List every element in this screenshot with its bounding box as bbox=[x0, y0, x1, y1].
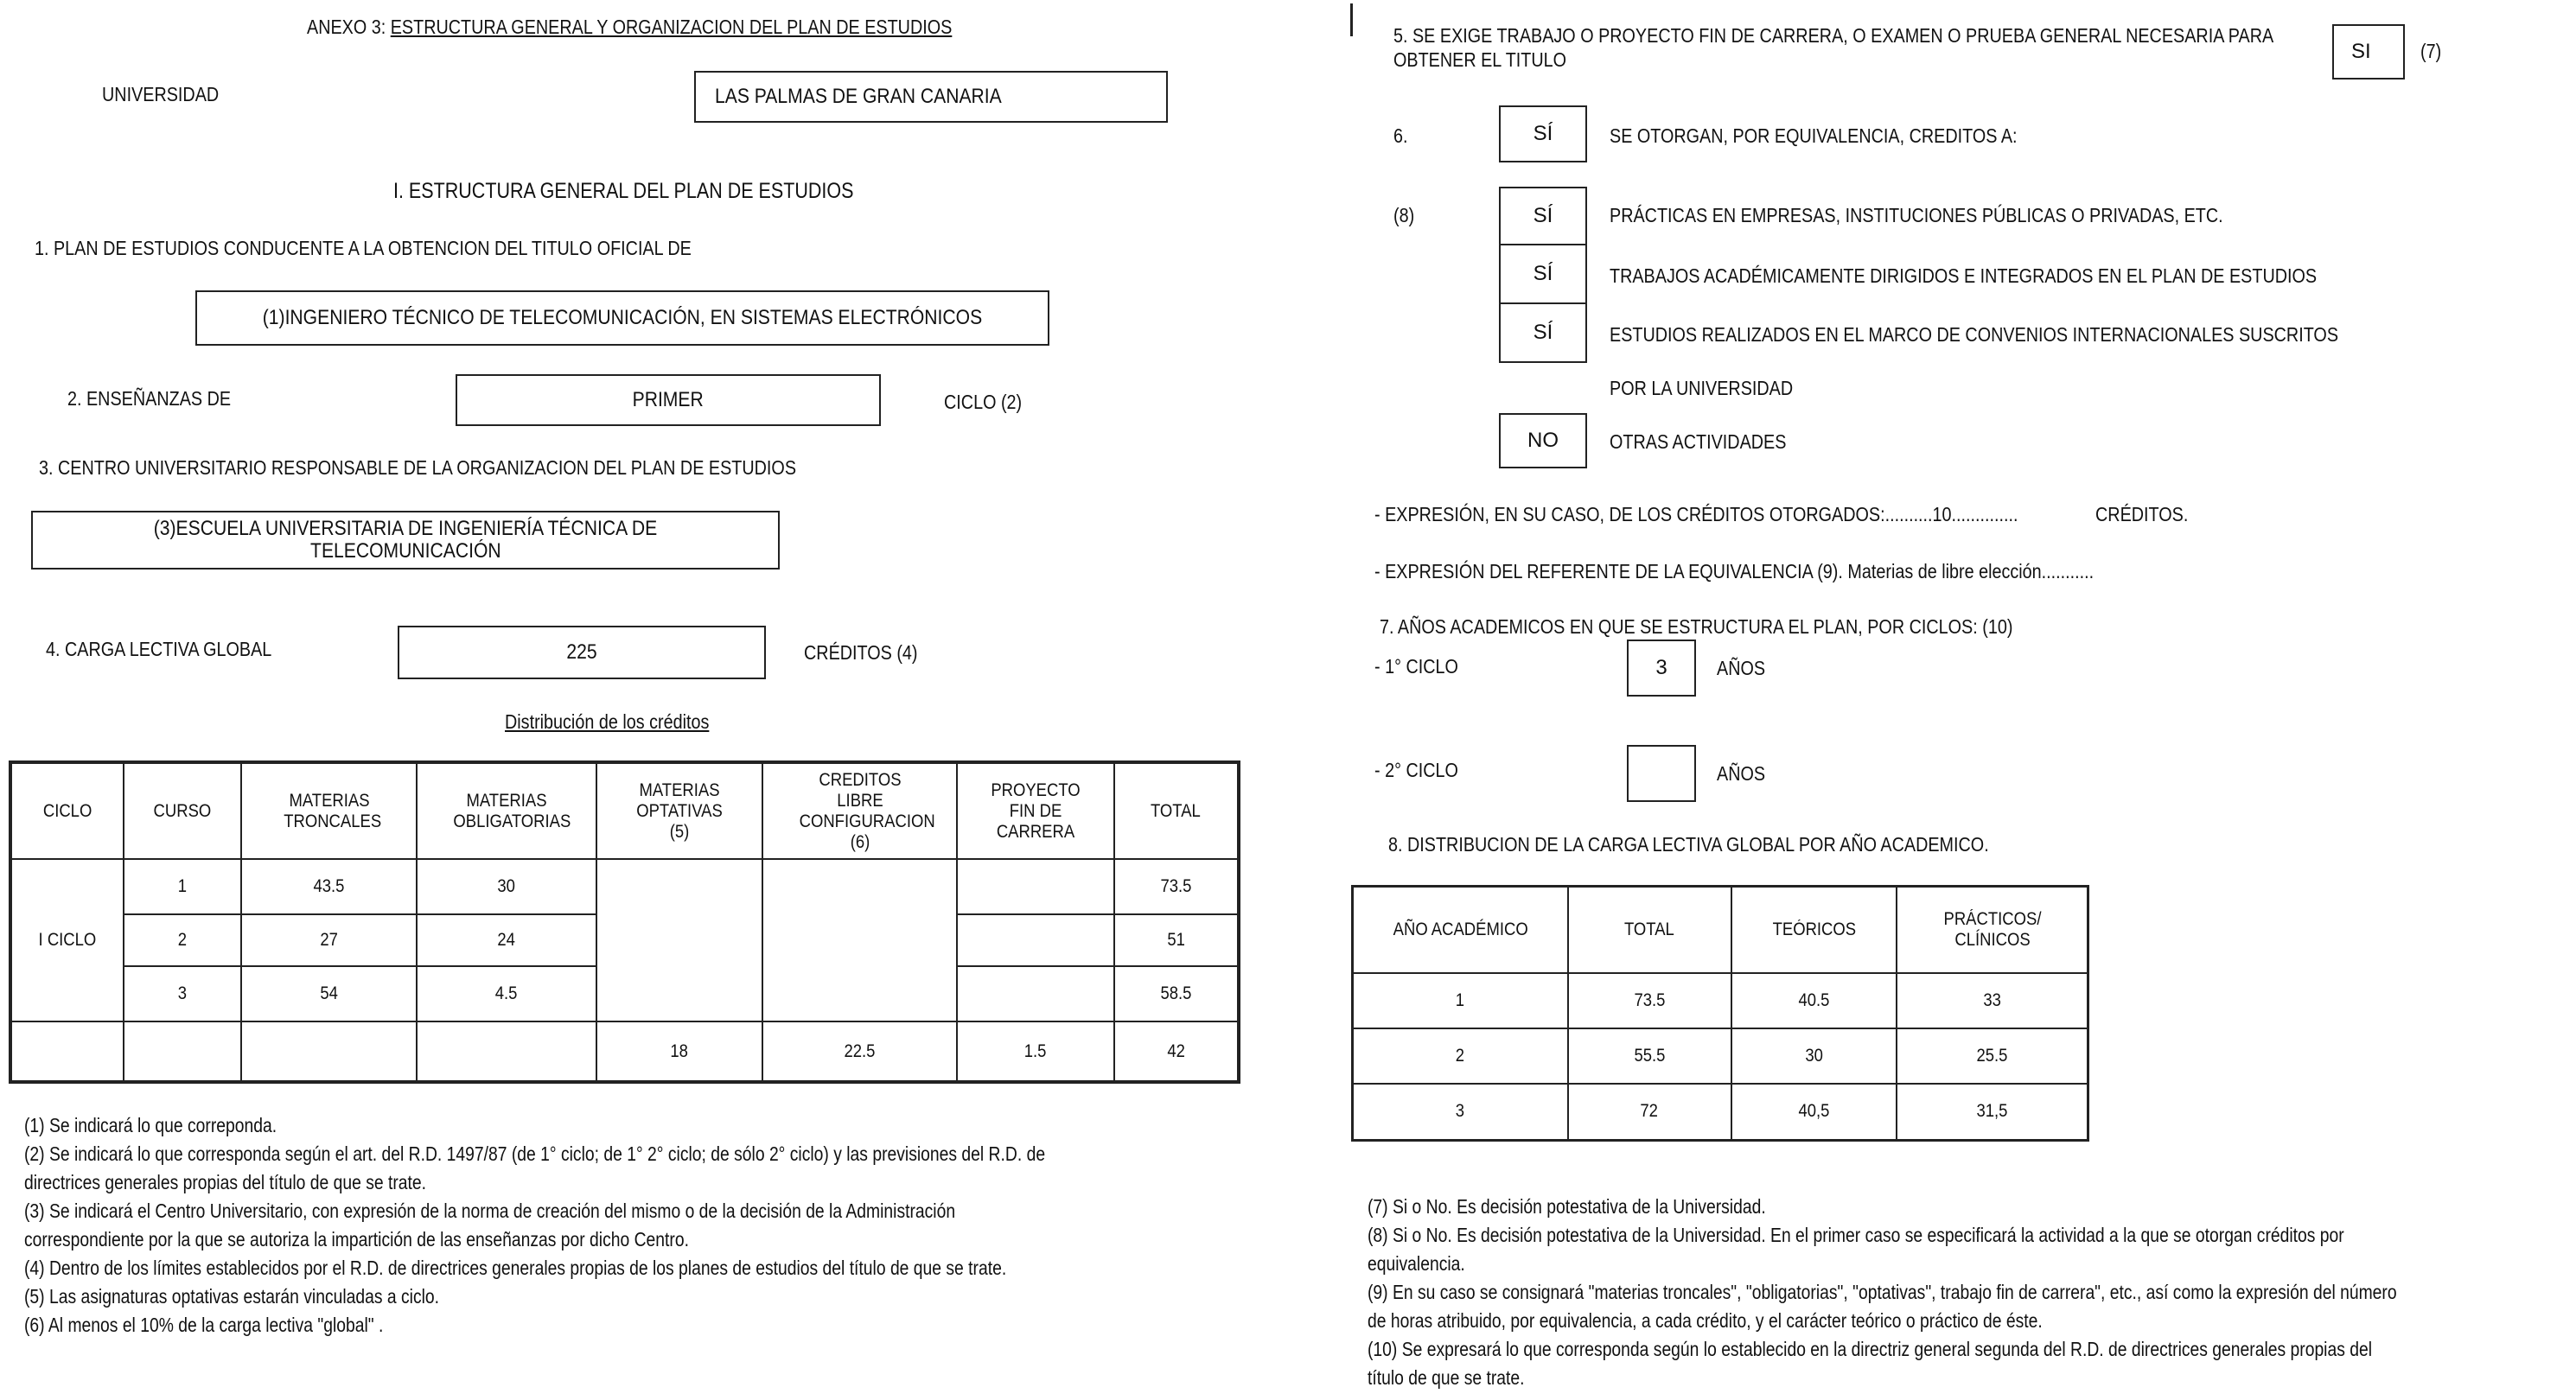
credits-distribution-table bbox=[9, 760, 1240, 1084]
item4-label: 4. CARGA LECTIVA GLOBAL bbox=[46, 638, 272, 660]
cycle1-value: 3 bbox=[1655, 656, 1667, 679]
table-row bbox=[1353, 1028, 2088, 1084]
option1-value: SÍ bbox=[1533, 204, 1553, 227]
cycle2-label: - 2° CICLO bbox=[1374, 759, 1458, 781]
table-cell bbox=[957, 914, 1114, 966]
footnote: correspondiente por la que se autoriza la impartición de las enseñanzas por dicho Centro. bbox=[24, 1228, 689, 1250]
table-cell bbox=[596, 859, 763, 1021]
annex-prefix: ANEXO 3: bbox=[307, 16, 391, 38]
header-cell: MATERIAS OBLIGATORIAS bbox=[417, 762, 596, 859]
table-cell: 73.5 bbox=[1568, 973, 1731, 1028]
item5-box bbox=[2332, 24, 2405, 80]
item2-label: 2. ENSEÑANZAS DE bbox=[67, 387, 232, 410]
table-cell: 33 bbox=[1897, 973, 2088, 1028]
equivalence-expression: - EXPRESIÓN DEL REFERENTE DE LA EQUIVALENCIA (9). Materias de libre elección........... bbox=[1374, 560, 2095, 582]
table-cell: 24 bbox=[417, 914, 596, 966]
table-cell: 3 bbox=[124, 966, 241, 1021]
table-header-row bbox=[10, 762, 1239, 859]
table-cell: 30 bbox=[417, 859, 596, 914]
option2-value: SÍ bbox=[1533, 262, 1553, 285]
footnote: (9) En su caso se consignará "materias troncales", "obligatorias", "optativas", trabajo fin de carrera", etc., así como la expresión del número bbox=[1368, 1281, 2397, 1303]
yearly-load-table bbox=[1351, 885, 2089, 1142]
table-cell: 40,5 bbox=[1731, 1084, 1897, 1141]
table-cell: 25.5 bbox=[1897, 1028, 2088, 1084]
table-cell: 42 bbox=[1114, 1021, 1239, 1082]
option3-box bbox=[1499, 304, 1587, 363]
table-cell bbox=[10, 1021, 124, 1082]
table-row bbox=[10, 859, 1239, 914]
cycle1-unit: AÑOS bbox=[1717, 657, 1766, 679]
university-field bbox=[694, 71, 1168, 123]
table-header-row bbox=[1353, 887, 2088, 973]
header-cell: CURSO bbox=[124, 762, 241, 859]
header-cell: MATERIAS TRONCALES bbox=[241, 762, 417, 859]
table-cell: 27 bbox=[241, 914, 417, 966]
table-cell: 54 bbox=[241, 966, 417, 1021]
center-value-line2: TELECOMUNICACIÓN bbox=[309, 539, 501, 563]
global-load-value: 225 bbox=[566, 640, 597, 664]
footnote: de horas atribuido, por equivalencia, a cada crédito, y el carácter teórico o práctico de éste. bbox=[1368, 1309, 2043, 1332]
footnote: (1) Se indicará lo que correponda. bbox=[24, 1114, 277, 1136]
annex-title: ESTRUCTURA GENERAL Y ORGANIZACION DEL PLAN DE ESTUDIOS bbox=[390, 16, 953, 38]
header-cell: CREDITOS LIBRE CONFIGURACION (6) bbox=[762, 762, 956, 859]
cycle1-label: - 1° CICLO bbox=[1374, 655, 1458, 678]
item6-value: SÍ bbox=[1533, 122, 1553, 145]
item6-box bbox=[1499, 105, 1587, 162]
table-cell bbox=[762, 859, 956, 1021]
header-cell: TOTAL bbox=[1114, 762, 1239, 859]
header-cell: MATERIAS OPTATIVAS (5) bbox=[596, 762, 763, 859]
table-cell: 1 bbox=[124, 859, 241, 914]
table-row bbox=[1353, 973, 2088, 1028]
footnote: (4) Dentro de los límites establecidos por el R.D. de directrices generales propias de los planes de estudios del título de que se trate. bbox=[24, 1257, 1007, 1279]
option2-box bbox=[1499, 245, 1587, 304]
option4-text: OTRAS ACTIVIDADES bbox=[1610, 430, 1787, 453]
footnote: (10) Se expresará lo que corresponda según lo establecido en la directriz general segunda del R.D. de directrices generales propias del bbox=[1368, 1338, 2373, 1360]
table-cell: 22.5 bbox=[762, 1021, 956, 1082]
table-cell: 40.5 bbox=[1731, 973, 1897, 1028]
item5-line1: 5. SE EXIGE TRABAJO O PROYECTO FIN DE CARRERA, O EXAMEN O PRUEBA GENERAL NECESARIA PARA bbox=[1393, 24, 2274, 47]
item6-text: SE OTORGAN, POR EQUIVALENCIA, CREDITOS A: bbox=[1610, 124, 2018, 147]
item6-label: 6. bbox=[1393, 124, 1408, 147]
right-footnotes bbox=[1368, 1193, 2397, 1392]
credits-expression: - EXPRESIÓN, EN SU CASO, DE LOS CRÉDITOS OTORGADOS:..........10.............. bbox=[1374, 503, 2018, 525]
university-value: LAS PALMAS DE GRAN CANARIA bbox=[715, 85, 1002, 108]
footnote: (3) Se indicará el Centro Universitario, con expresión de la norma de creación del mismo o de la decisión de la Administración bbox=[24, 1200, 956, 1222]
degree-title-value: (1)INGENIERO TÉCNICO DE TELECOMUNICACIÓN, EN SISTEMAS ELECTRÓNICOS bbox=[262, 306, 983, 329]
option3-continuation: POR LA UNIVERSIDAD bbox=[1610, 377, 1794, 399]
item2-suffix: CICLO (2) bbox=[944, 391, 1023, 413]
item5-note: (7) bbox=[2420, 40, 2442, 62]
table-cell: 51 bbox=[1114, 914, 1239, 966]
credits-unit: CRÉDITOS. bbox=[2095, 503, 2189, 525]
cycle2-unit: AÑOS bbox=[1717, 762, 1766, 785]
center-value-line1: (3)ESCUELA UNIVERSITARIA DE INGENIERÍA TÉCNICA DE bbox=[153, 517, 658, 540]
header-cell: TEÓRICOS bbox=[1731, 887, 1897, 973]
option4-box bbox=[1499, 413, 1587, 468]
table-cell: 73.5 bbox=[1114, 859, 1239, 914]
ciclo-cell: I CICLO bbox=[10, 859, 124, 1021]
footnote: (6) Al menos el 10% de la carga lectiva "global" . bbox=[24, 1314, 384, 1336]
table-cell bbox=[957, 966, 1114, 1021]
footnote: (7) Si o No. Es decisión potestativa de la Universidad. bbox=[1368, 1195, 1766, 1218]
table-cell: 58.5 bbox=[1114, 966, 1239, 1021]
item3-label: 3. CENTRO UNIVERSITARIO RESPONSABLE DE LA ORGANIZACION DEL PLAN DE ESTUDIOS bbox=[39, 456, 797, 479]
footnote: equivalencia. bbox=[1368, 1252, 1465, 1275]
degree-title-field bbox=[195, 290, 1049, 346]
center-field bbox=[31, 511, 780, 570]
table-cell: 72 bbox=[1568, 1084, 1731, 1141]
table-row bbox=[1353, 1084, 2088, 1141]
table-cell: 30 bbox=[1731, 1028, 1897, 1084]
table-cell: 3 bbox=[1353, 1084, 1568, 1141]
university-label: UNIVERSIDAD bbox=[102, 83, 220, 105]
table-cell: 31,5 bbox=[1897, 1084, 2088, 1141]
annex-heading bbox=[307, 16, 952, 39]
item4-suffix: CRÉDITOS (4) bbox=[804, 641, 918, 664]
scan-mark bbox=[1350, 3, 1353, 36]
table-cell: 4.5 bbox=[417, 966, 596, 1021]
footnote: (8) Si o No. Es decisión potestativa de la Universidad. En el primer caso se especificará la actividad a la que se otorgan créditos por bbox=[1368, 1224, 2344, 1246]
distribution-title: Distribución de los créditos bbox=[505, 710, 710, 733]
header-cell: PRÁCTICOS/ CLÍNICOS bbox=[1897, 887, 2088, 973]
cycle1-box bbox=[1627, 640, 1696, 697]
item8-title: 8. DISTRIBUCION DE LA CARGA LECTIVA GLOBAL POR AÑO ACADEMICO. bbox=[1388, 833, 1989, 856]
table-cell: 55.5 bbox=[1568, 1028, 1731, 1084]
option2-text: TRABAJOS ACADÉMICAMENTE DIRIGIDOS E INTEGRADOS EN EL PLAN DE ESTUDIOS bbox=[1610, 264, 2318, 287]
header-cell: PROYECTO FIN DE CARRERA bbox=[957, 762, 1114, 859]
table-cell: 1 bbox=[1353, 973, 1568, 1028]
footnote: título de que se trate. bbox=[1368, 1366, 1525, 1389]
option1-text: PRÁCTICAS EN EMPRESAS, INSTITUCIONES PÚBLICAS O PRIVADAS, ETC. bbox=[1610, 204, 2223, 226]
table-cell: 43.5 bbox=[241, 859, 417, 914]
item1-label: 1. PLAN DE ESTUDIOS CONDUCENTE A LA OBTENCION DEL TITULO OFICIAL DE bbox=[35, 237, 692, 259]
table-cell bbox=[417, 1021, 596, 1082]
table-cell bbox=[241, 1021, 417, 1082]
table-cell: 18 bbox=[596, 1021, 763, 1082]
table-cell bbox=[957, 859, 1114, 914]
item7-title: 7. AÑOS ACADEMICOS EN QUE SE ESTRUCTURA EL PLAN, POR CICLOS: (10) bbox=[1380, 615, 2013, 638]
option1-box bbox=[1499, 187, 1587, 245]
table-cell: 1.5 bbox=[957, 1021, 1114, 1082]
left-footnotes bbox=[24, 1111, 1045, 1340]
teaching-cycle-value: PRIMER bbox=[632, 388, 705, 411]
table-cell: 2 bbox=[1353, 1028, 1568, 1084]
header-cell: CICLO bbox=[10, 762, 124, 859]
global-load-field bbox=[398, 626, 766, 679]
section-title: I. ESTRUCTURA GENERAL DEL PLAN DE ESTUDIOS bbox=[393, 179, 854, 203]
item8-ref-label: (8) bbox=[1393, 204, 1415, 226]
header-cell: AÑO ACADÉMICO bbox=[1353, 887, 1568, 973]
teaching-cycle-field bbox=[456, 374, 881, 426]
cycle2-box bbox=[1627, 745, 1696, 802]
option4-value: NO bbox=[1527, 429, 1559, 452]
item5-value: SI bbox=[2351, 40, 2371, 63]
option3-value: SÍ bbox=[1533, 321, 1553, 344]
footnote: directrices generales propias del título de que se trate. bbox=[24, 1171, 427, 1193]
footnote: (2) Se indicará lo que corresponda según el art. del R.D. 1497/87 (de 1° ciclo; de 1° 2° ciclo; de sólo 2° ciclo) y las previsiones del R.D. de bbox=[24, 1142, 1046, 1165]
table-summary-row bbox=[10, 1021, 1239, 1082]
table-cell: 2 bbox=[124, 914, 241, 966]
option3-text: ESTUDIOS REALIZADOS EN EL MARCO DE CONVENIOS INTERNACIONALES SUSCRITOS bbox=[1610, 323, 2339, 346]
item5-line2: OBTENER EL TITULO bbox=[1393, 48, 1567, 71]
header-cell: TOTAL bbox=[1568, 887, 1731, 973]
footnote: (5) Las asignaturas optativas estarán vinculadas a ciclo. bbox=[24, 1285, 440, 1308]
table-cell bbox=[124, 1021, 241, 1082]
